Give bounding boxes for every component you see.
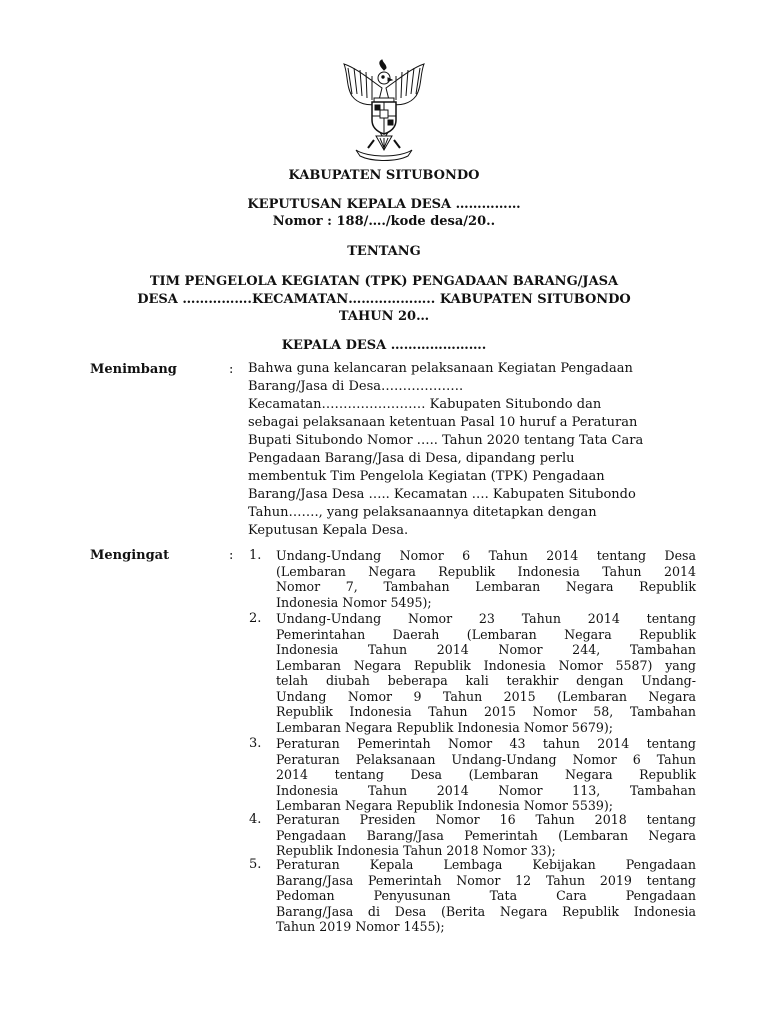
list-item-line: Tahun 2019 Nomor 1455);: [276, 919, 445, 934]
authority-heading: KEPALA DESA ………………….: [281, 338, 487, 353]
list-item-line: Peraturan Kepala Lembaga Kebijakan Pengadaan: [276, 857, 696, 872]
menimbang-line: Bahwa guna kelancaran pelaksanaan Kegiatan Pengadaan: [248, 361, 633, 376]
regency-title: KABUPATEN SITUBONDO: [288, 168, 480, 183]
list-item-line: Undang-Undang Nomor 23 Tahun 2014 tentang: [276, 611, 696, 626]
list-item-line: Peraturan Presiden Nomor 16 Tahun 2018 tentang: [276, 812, 696, 827]
subject-line-1: TIM PENGELOLA KEGIATAN (TPK) PENGADAAN BARANG/JASA: [149, 274, 619, 289]
list-item-line: Pedoman Penyusunan Tata Cara Pengadaan: [276, 888, 696, 903]
menimbang-line: Tahun……., yang pelaksanaannya ditetapkan dengan: [248, 505, 597, 520]
list-item-number: 2.: [249, 611, 262, 626]
list-item-line: Republik Indonesia Tahun 2015 Nomor 58, Tambahan: [276, 704, 696, 719]
menimbang-line: Keputusan Kepala Desa.: [248, 523, 409, 538]
list-item-line: Pemerintahan Daerah (Lembaran Negara Republik: [276, 626, 696, 642]
mengingat-colon: :: [229, 548, 234, 563]
list-item-line: Republik Indonesia Tahun 2018 Nomor 33);: [276, 843, 556, 858]
menimbang-line: Barang/Jasa Desa ….. Kecamatan …. Kabupaten Situbondo: [248, 487, 636, 502]
list-item-line: 2014 tentang Desa (Lembaran Negara Republik: [276, 767, 696, 782]
list-item-line: Pengadaan Barang/Jasa Pemerintah (Lembaran Negara: [276, 827, 696, 843]
list-item-number: 1.: [249, 548, 262, 563]
list-item-line: Indonesia Tahun 2014 Nomor 244, Tambahan: [276, 642, 696, 657]
list-item-line: Lembaran Negara Republik Indonesia Nomor 5679);: [276, 719, 614, 735]
menimbang-line: Barang/Jasa di Desa……………….: [248, 379, 464, 394]
list-item-line: Lembaran Negara Republik Indonesia Nomor 5587) yang: [276, 657, 696, 673]
list-item-line: Undang Nomor 9 Tahun 2015 (Lembaran Negara: [276, 688, 696, 704]
subject-line-3: TAHUN 20…: [338, 309, 430, 324]
list-item-number: 5.: [249, 857, 262, 872]
menimbang-line: sebagai pelaksanaan ketentuan Pasal 10 huruf a Peraturan: [248, 415, 638, 430]
subject-line-2: DESA …………….KECAMATAN……………….. KABUPATEN SITUBONDO: [137, 292, 631, 307]
menimbang-line: Bupati Situbondo Nomor ….. Tahun 2020 tentang Tata Cara: [248, 433, 644, 448]
list-item-line: Barang/Jasa Pemerintah Nomor 12 Tahun 2019 tentang: [276, 872, 696, 888]
garuda-emblem-icon: [338, 58, 430, 162]
list-item-line: Indonesia Tahun 2014 Nomor 113, Tambahan: [276, 782, 696, 798]
list-item-line: Lembaran Negara Republik Indonesia Nomor 5539);: [276, 798, 614, 813]
list-item-line: Nomor 7, Tambahan Lembaran Negara Republik: [276, 579, 696, 594]
about-heading: TENTANG: [347, 244, 421, 259]
mengingat-label: Mengingat: [90, 548, 170, 563]
menimbang-label: Menimbang: [90, 362, 177, 377]
menimbang-line: membentuk Tim Pengelola Kegiatan (TPK) Pengadaan: [248, 469, 605, 484]
menimbang-line: Pengadaan Barang/Jasa di Desa, dipandang perlu: [248, 451, 575, 466]
list-item-line: Peraturan Pemerintah Nomor 43 tahun 2014 tentang: [276, 736, 696, 751]
decree-number: Nomor : 188/…./kode desa/20..: [272, 214, 496, 229]
decree-title: KEPUTUSAN KEPALA DESA ……………: [247, 197, 521, 212]
menimbang-line: Kecamatan…………………… Kabupaten Situbondo dan: [248, 397, 602, 412]
list-item-line: (Lembaran Negara Republik Indonesia Tahun 2014: [276, 563, 696, 579]
list-item-number: 4.: [249, 812, 262, 827]
list-item-number: 3.: [249, 736, 262, 751]
list-item-line: Barang/Jasa di Desa (Berita Negara Republik Indonesia: [276, 903, 696, 919]
list-item-line: telah diubah beberapa kali terakhir dengan Undang-: [276, 673, 696, 688]
menimbang-colon: :: [229, 362, 234, 377]
list-item-line: Peraturan Pelaksanaan Undang-Undang Nomor 6 Tahun: [276, 751, 696, 767]
list-item-line: Indonesia Nomor 5495);: [276, 594, 432, 610]
list-item-line: Undang-Undang Nomor 6 Tahun 2014 tentang Desa: [276, 548, 696, 563]
